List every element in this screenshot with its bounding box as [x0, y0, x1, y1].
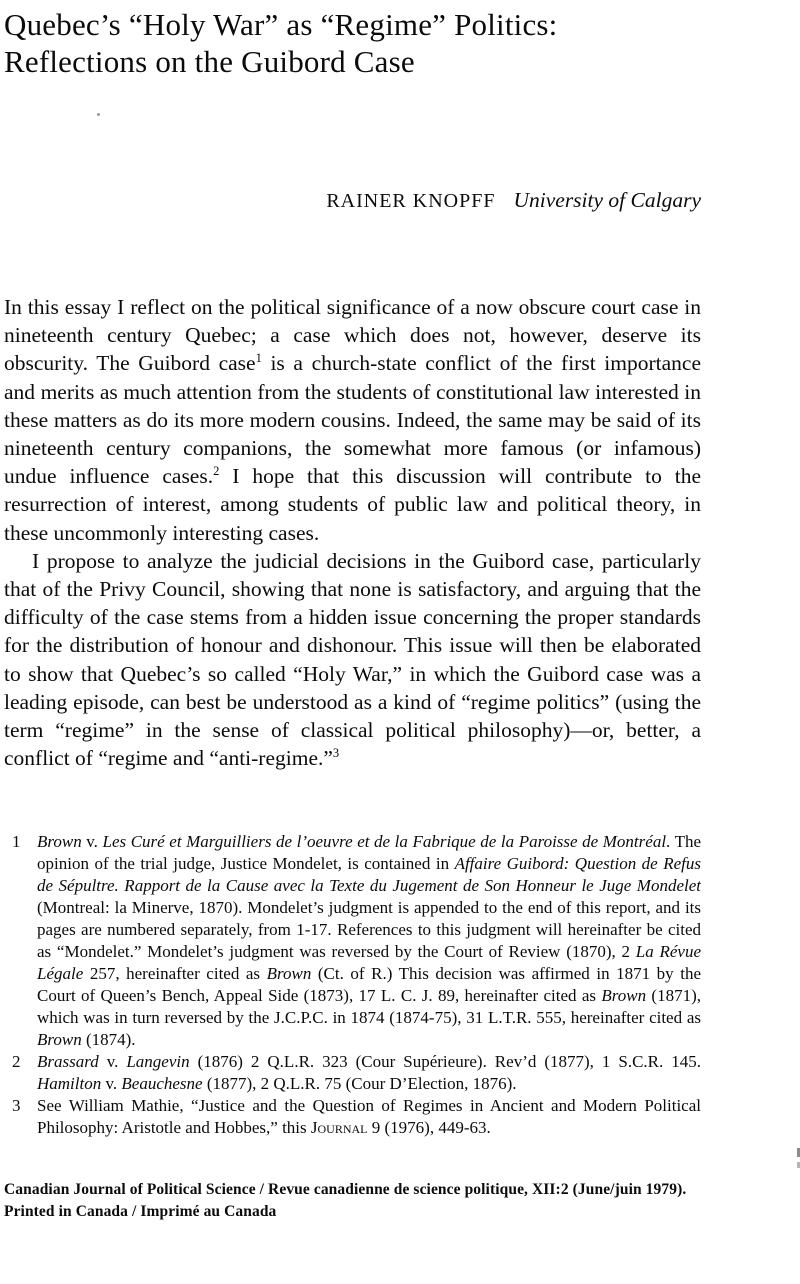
- text-run: is a church-state conflict of the first importance and merits as much attention from the students of constitutional law interested in these matters as do its more modern cousins. Indeed, the same may be said of its nineteenth century companions, the somewhat more famous (or infamous) undue influence cases.: [4, 351, 701, 489]
- scan-speck: [97, 113, 100, 116]
- body-paragraph: [4, 547, 701, 773]
- article-title-line2: Reflections on the Guibord Case: [4, 44, 415, 79]
- footnote-text: [37, 832, 701, 1049]
- text-run: v.: [81, 832, 103, 851]
- footnote-text: [37, 1052, 701, 1093]
- text-run: I propose to analyze the judicial decisions in the Guibord case, particularly that of the Privy Council, showing that none is satisfactory, and arguing that the difficulty of the case stems from a hidden issue concerning the proper standards for the distribution of honour and dishonour. This issue will then be elaborated to show that Quebec’s so called “Holy War,” in which the Guibord case was a leading episode, can best be understood as a kind of “regime politics” (using the term “regime” in the sense of classical political philosophy)—or, better, a conflict of “regime and “anti-regime.”: [4, 548, 701, 771]
- author-name: RAINER KNOPFF: [326, 190, 496, 212]
- italic-citation: Brassard: [37, 1052, 99, 1071]
- text-run: v.: [101, 1074, 122, 1093]
- footnote-number: 2: [12, 1052, 21, 1071]
- italic-citation: Langevin: [126, 1052, 190, 1071]
- text-run: (1871), which was in turn reversed by the J.C.P.C. in 1874 (1874-75), 31 L.T.R. 555, hereinafter cited as: [37, 986, 701, 1027]
- footnote-number: 1: [12, 832, 21, 851]
- italic-citation: Brown: [601, 986, 647, 1005]
- italic-citation: Brown: [37, 1030, 82, 1049]
- journal-imprint-footer: [4, 1179, 701, 1223]
- text-run: (1874).: [81, 1030, 136, 1049]
- footnote-marker: 2: [213, 464, 220, 479]
- text-run: (1877), 2 Q.L.R. 75 (Cour D’Election, 1876).: [202, 1074, 517, 1093]
- footnote-marker: 1: [255, 351, 262, 366]
- imprint-line2: Printed in Canada / Imprimé au Canada: [4, 1203, 277, 1220]
- footnote-text: [37, 1096, 701, 1137]
- text-run: (Ct. of R.) This decision was affirmed in 1871 by the Court of Queen’s Bench, Appeal Side (1873), 17 L. C. J. 89, hereinafter cited as: [37, 964, 701, 1005]
- text-run: (1876) 2 Q.L.R. 323 (Cour Supérieure). Rev’d (1877), 1 S.C.R. 145.: [189, 1052, 701, 1071]
- article-body: [4, 293, 701, 829]
- footnote-1: [4, 831, 701, 1051]
- italic-citation: Les Curé et Marguilliers de l’oeuvre et de la Fabrique de la Paroisse de Montréal: [102, 832, 667, 851]
- author-affiliation: University of Calgary: [513, 188, 701, 212]
- footnotes-block: [4, 831, 701, 1163]
- italic-citation: Affaire Guibord: Question de Refus de Sépultre. Rapport de la Cause avec la Texte du Jugement de Son Honneur le Juge Mondelet: [37, 854, 701, 895]
- text-run: . The opinion of the trial judge, Justice Mondelet, is contained in: [37, 832, 701, 873]
- article-title: [4, 6, 701, 80]
- smallcaps-text: Journal: [310, 1118, 368, 1137]
- italic-citation: Brown: [266, 964, 312, 983]
- article-title-line1: Quebec’s “Holy War” as “Regime” Politics:: [4, 7, 558, 42]
- imprint-line1: Canadian Journal of Political Science / Revue canadienne de science politique, XII:2 (June/juin 1979).: [4, 1181, 687, 1198]
- text-run: See William Mathie, “Justice and the Question of Regimes in Ancient and Modern Political Philosophy: Aristotle and Hobbes,” this: [37, 1096, 701, 1137]
- text-run: In this essay I reflect on the political significance of a now obscure court case in nineteenth century Quebec; a case which does not, however, deserve its obscurity. The Guibord case: [4, 295, 701, 376]
- body-paragraph: [4, 293, 701, 547]
- italic-citation: Beauchesne: [121, 1074, 203, 1093]
- italic-citation: Brown: [37, 832, 82, 851]
- italic-citation: Hamilton: [37, 1074, 102, 1093]
- footnote-3: [4, 1095, 701, 1139]
- text-run: (Montreal: la Minerve, 1870). Mondelet’s judgment is appended to the end of this report, and its pages are numbered separately, from 1-17. References to this judgment will hereinafter be cited as “Mondelet.” Mondelet’s judgment was reversed by the Court of Review (1870), 2: [37, 898, 701, 961]
- byline: [4, 188, 701, 215]
- text-run: 257, hereinafter cited as: [83, 964, 267, 983]
- footnote-2: [4, 1051, 701, 1095]
- italic-citation: La Révue Légale: [37, 942, 701, 983]
- text-run: 9 (1976), 449-63.: [367, 1118, 491, 1137]
- footnote-number: 3: [12, 1096, 21, 1115]
- text-run: I hope that this discussion will contribute to the resurrection of interest, among students of public law and political theory, in these uncommonly interesting cases.: [4, 464, 701, 545]
- text-run: v.: [98, 1052, 127, 1071]
- footnote-marker: 3: [332, 746, 340, 761]
